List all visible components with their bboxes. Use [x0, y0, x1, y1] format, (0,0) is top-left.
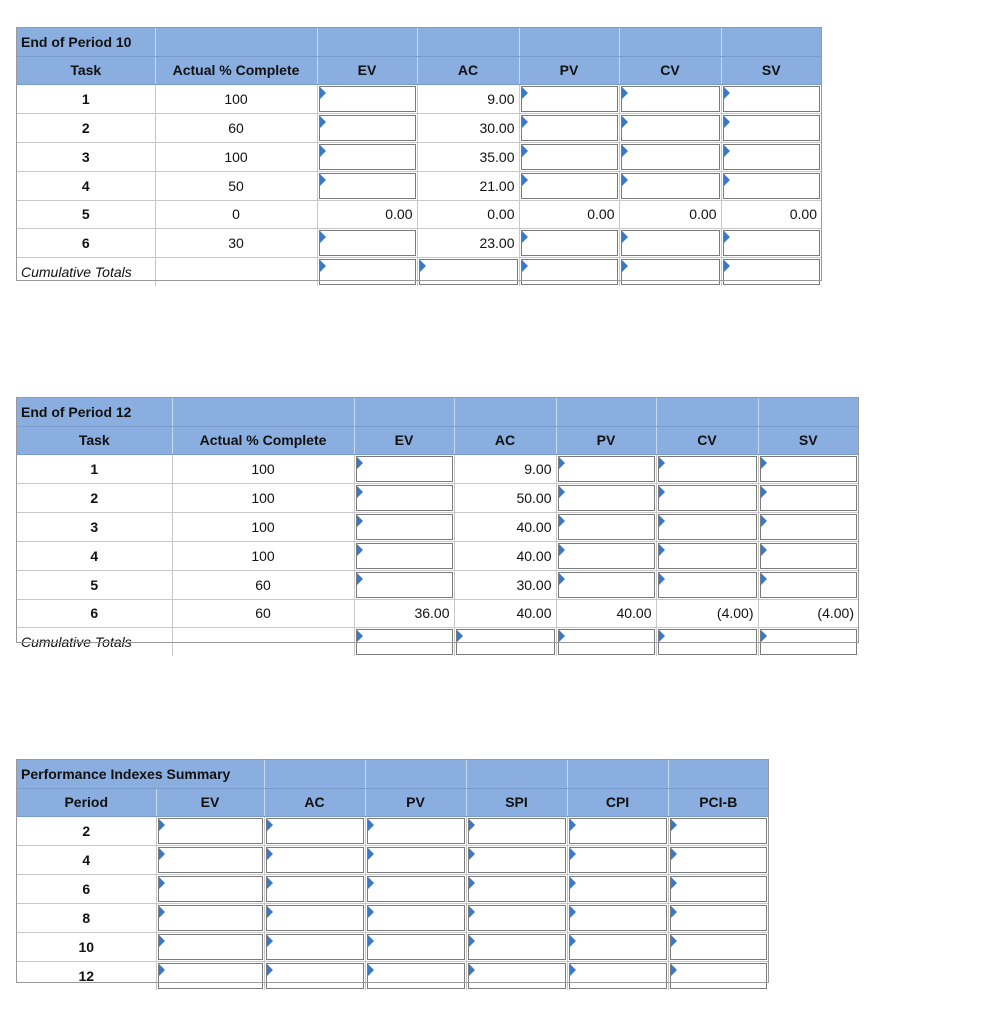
- ev-input[interactable]: [158, 876, 263, 902]
- sv-input[interactable]: [723, 115, 821, 141]
- sv-input[interactable]: [760, 456, 858, 482]
- task-number: 5: [17, 570, 172, 599]
- pv-input[interactable]: [367, 934, 465, 960]
- cpi-input[interactable]: [569, 963, 667, 989]
- ev-input[interactable]: [158, 847, 263, 873]
- cpi-input[interactable]: [569, 934, 667, 960]
- actual-pct: 60: [172, 570, 354, 599]
- ac-total-input[interactable]: [419, 259, 518, 285]
- spi-input[interactable]: [468, 818, 566, 844]
- ev-input[interactable]: [319, 115, 416, 141]
- col-cpi: CPI: [567, 788, 668, 816]
- table-row: [17, 903, 768, 932]
- period-number: 6: [17, 874, 156, 903]
- sv-input[interactable]: [760, 485, 858, 511]
- ev-input[interactable]: [319, 144, 416, 170]
- pci-b-input[interactable]: [670, 847, 768, 873]
- cpi-input[interactable]: [569, 847, 667, 873]
- table-title-row: [17, 28, 821, 56]
- table-row: [17, 228, 821, 257]
- pv-input[interactable]: [367, 963, 465, 989]
- totals-row: [17, 627, 858, 656]
- pv-input[interactable]: [367, 818, 465, 844]
- task-number: 2: [17, 483, 172, 512]
- actual-pct: 100: [155, 142, 317, 171]
- period-number: 2: [17, 816, 156, 845]
- col-pv: PV: [519, 56, 619, 84]
- column-header-row: [17, 788, 768, 816]
- actual-pct: 30: [155, 228, 317, 257]
- cv-input[interactable]: [621, 115, 720, 141]
- task-number: 4: [17, 171, 155, 200]
- ac-value: 40.00: [454, 599, 556, 627]
- ev-input[interactable]: [158, 905, 263, 931]
- period-number: 4: [17, 845, 156, 874]
- ev-input[interactable]: [319, 173, 416, 199]
- pv-input[interactable]: [558, 514, 655, 540]
- pv-value: 0.00: [519, 200, 619, 228]
- sv-total-input[interactable]: [760, 629, 858, 655]
- ac-value: 9.00: [454, 454, 556, 483]
- actual-pct: 100: [172, 541, 354, 570]
- ac-value: 23.00: [417, 228, 519, 257]
- pv-input[interactable]: [521, 230, 618, 256]
- spi-input[interactable]: [468, 905, 566, 931]
- cv-input[interactable]: [658, 543, 757, 569]
- col-actual-pct: Actual % Complete: [172, 426, 354, 454]
- pv-input[interactable]: [521, 115, 618, 141]
- ev-input[interactable]: [319, 86, 416, 112]
- sv-value: (4.00): [758, 599, 858, 627]
- sv-input[interactable]: [723, 173, 821, 199]
- pv-total-input[interactable]: [521, 259, 618, 285]
- task-number: 3: [17, 142, 155, 171]
- table-row: [17, 845, 768, 874]
- ac-input[interactable]: [266, 818, 364, 844]
- pv-total-input[interactable]: [558, 629, 655, 655]
- sv-input[interactable]: [723, 144, 821, 170]
- sv-input[interactable]: [760, 543, 858, 569]
- pci-b-input[interactable]: [670, 876, 768, 902]
- col-ac: AC: [264, 788, 365, 816]
- pci-b-input[interactable]: [670, 818, 768, 844]
- ev-input[interactable]: [158, 818, 263, 844]
- cv-value: 0.00: [619, 200, 721, 228]
- ac-total-input[interactable]: [456, 629, 555, 655]
- task-number: 1: [17, 84, 155, 113]
- ac-value: 30.00: [454, 570, 556, 599]
- pv-input[interactable]: [558, 456, 655, 482]
- sv-total-input[interactable]: [723, 259, 821, 285]
- table-row: [17, 541, 858, 570]
- cv-value: (4.00): [656, 599, 758, 627]
- actual-pct: 60: [155, 113, 317, 142]
- ac-value: 9.00: [417, 84, 519, 113]
- ac-value: 35.00: [417, 142, 519, 171]
- col-pv: PV: [365, 788, 466, 816]
- period-12-table: [17, 398, 858, 656]
- col-spi: SPI: [466, 788, 567, 816]
- ac-input[interactable]: [266, 963, 364, 989]
- task-number: 3: [17, 512, 172, 541]
- ev-total-input[interactable]: [319, 259, 416, 285]
- pv-input[interactable]: [367, 847, 465, 873]
- ac-input[interactable]: [266, 847, 364, 873]
- table-row: [17, 816, 768, 845]
- col-actual-pct: Actual % Complete: [155, 56, 317, 84]
- period-number: 10: [17, 932, 156, 961]
- ev-input[interactable]: [158, 934, 263, 960]
- ev-input[interactable]: [356, 543, 453, 569]
- col-pv: PV: [556, 426, 656, 454]
- pv-input[interactable]: [367, 876, 465, 902]
- cv-input[interactable]: [621, 230, 720, 256]
- table-row: [17, 570, 858, 599]
- cpi-input[interactable]: [569, 905, 667, 931]
- col-task: Task: [17, 56, 155, 84]
- ac-value: 40.00: [454, 512, 556, 541]
- ac-value: 30.00: [417, 113, 519, 142]
- table-row: [17, 113, 821, 142]
- cumulative-totals-label: Cumulative Totals: [21, 633, 132, 650]
- cv-total-input[interactable]: [658, 629, 757, 655]
- cv-input[interactable]: [658, 514, 757, 540]
- task-number: 2: [17, 113, 155, 142]
- col-cv: CV: [656, 426, 758, 454]
- pv-input[interactable]: [558, 485, 655, 511]
- pv-value: 40.00: [556, 599, 656, 627]
- table-title: End of Period 10: [17, 28, 155, 56]
- pv-input[interactable]: [521, 173, 618, 199]
- table-row: [17, 932, 768, 961]
- col-ev: EV: [317, 56, 417, 84]
- col-task: Task: [17, 426, 172, 454]
- ev-input[interactable]: [319, 230, 416, 256]
- cpi-input[interactable]: [569, 818, 667, 844]
- actual-pct: 100: [172, 512, 354, 541]
- column-header-row: [17, 56, 821, 84]
- spi-input[interactable]: [468, 876, 566, 902]
- col-ev: EV: [354, 426, 454, 454]
- pv-input[interactable]: [558, 572, 655, 598]
- table-row: [17, 512, 858, 541]
- pv-input[interactable]: [558, 543, 655, 569]
- ev-value: 36.00: [354, 599, 454, 627]
- cpi-input[interactable]: [569, 876, 667, 902]
- sv-input[interactable]: [760, 514, 858, 540]
- pci-b-input[interactable]: [670, 963, 768, 989]
- ev-input[interactable]: [356, 514, 453, 540]
- period-10-table: [17, 28, 821, 286]
- ac-input[interactable]: [266, 876, 364, 902]
- spi-input[interactable]: [468, 847, 566, 873]
- actual-pct: 100: [172, 483, 354, 512]
- spi-input[interactable]: [468, 963, 566, 989]
- table-title-row: [17, 398, 858, 426]
- ac-value: 21.00: [417, 171, 519, 200]
- cv-input[interactable]: [658, 572, 757, 598]
- table-row: [17, 200, 821, 228]
- ac-input[interactable]: [266, 905, 364, 931]
- col-ac: AC: [454, 426, 556, 454]
- actual-pct: 0: [155, 200, 317, 228]
- task-number: 6: [17, 228, 155, 257]
- totals-row: [17, 257, 821, 286]
- ev-input[interactable]: [158, 963, 263, 989]
- cumulative-totals-label: Cumulative Totals: [21, 263, 132, 280]
- task-number: 4: [17, 541, 172, 570]
- col-period: Period: [17, 788, 156, 816]
- col-sv: SV: [721, 56, 821, 84]
- ac-value: 50.00: [454, 483, 556, 512]
- actual-pct: 100: [172, 454, 354, 483]
- pv-input[interactable]: [367, 905, 465, 931]
- ev-value: 0.00: [317, 200, 417, 228]
- cv-input[interactable]: [621, 86, 720, 112]
- ev-total-input[interactable]: [356, 629, 453, 655]
- ev-input[interactable]: [356, 572, 453, 598]
- col-cv: CV: [619, 56, 721, 84]
- table-title-row: [17, 760, 768, 788]
- ev-input[interactable]: [356, 456, 453, 482]
- task-number: 6: [17, 599, 172, 627]
- table-row: [17, 142, 821, 171]
- table-row: [17, 961, 768, 990]
- table-row: [17, 599, 858, 627]
- table-row: [17, 454, 858, 483]
- actual-pct: 100: [155, 84, 317, 113]
- ac-value: 0.00: [417, 200, 519, 228]
- table-title: Performance Indexes Summary: [17, 760, 264, 788]
- ac-value: 40.00: [454, 541, 556, 570]
- col-sv: SV: [758, 426, 858, 454]
- sv-input[interactable]: [723, 230, 821, 256]
- pci-b-input[interactable]: [670, 905, 768, 931]
- pv-input[interactable]: [521, 144, 618, 170]
- performance-summary-table: [17, 760, 768, 990]
- table-title: End of Period 12: [17, 398, 172, 426]
- actual-pct: 50: [155, 171, 317, 200]
- table-row: [17, 483, 858, 512]
- ac-input[interactable]: [266, 934, 364, 960]
- sv-input[interactable]: [723, 86, 821, 112]
- task-number: 1: [17, 454, 172, 483]
- spi-input[interactable]: [468, 934, 566, 960]
- table-row: [17, 84, 821, 113]
- cv-input[interactable]: [621, 144, 720, 170]
- pci-b-input[interactable]: [670, 934, 768, 960]
- col-pci-b: PCI-B: [668, 788, 768, 816]
- table-row: [17, 874, 768, 903]
- cv-input[interactable]: [621, 173, 720, 199]
- ev-input[interactable]: [356, 485, 453, 511]
- period-number: 12: [78, 967, 95, 984]
- sv-value: 0.00: [721, 200, 821, 228]
- cv-input[interactable]: [658, 485, 757, 511]
- table-row: [17, 171, 821, 200]
- col-ev: EV: [156, 788, 264, 816]
- task-number: 5: [17, 200, 155, 228]
- col-ac: AC: [417, 56, 519, 84]
- actual-pct: 60: [172, 599, 354, 627]
- period-number: 8: [17, 903, 156, 932]
- column-header-row: [17, 426, 858, 454]
- sv-input[interactable]: [760, 572, 858, 598]
- cv-input[interactable]: [658, 456, 757, 482]
- pv-input[interactable]: [521, 86, 618, 112]
- cv-total-input[interactable]: [621, 259, 720, 285]
